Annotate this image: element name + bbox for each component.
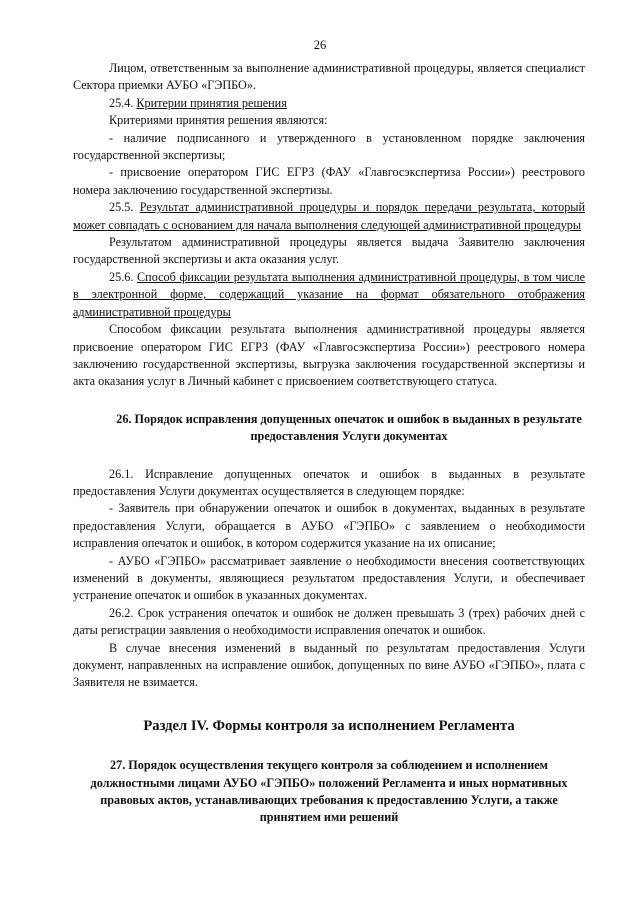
- paragraph-responsible: Лицом, ответственным за выполнение административной процедуры, является специалист Сектора приемки АУБО «ГЭПБО».: [73, 61, 585, 93]
- section-25-6-heading: [73, 269, 585, 321]
- section-25-4-heading: [73, 95, 585, 112]
- paragraph-criteria-intro: Критериями принятия решения являются:: [109, 113, 328, 128]
- section-title: Способ фиксации результата выполнения административной процедуры, в том числе в электронной форме, содержащий указание на формат обязательного отображения административной процедуры: [73, 269, 586, 319]
- paragraph-result: Результатом административной процедуры является выдача Заявителю заключения государственной экспертизы и акта оказания услуг.: [73, 235, 585, 267]
- paragraph-26-1-item-b: - АУБО «ГЭПБО» рассматривает заявление о необходимости внесения соответствующих изменений в документы, являющиеся результатом предоставления Услуги, и обеспечивает устранение опечаток и ошибок в указанных документах.: [73, 553, 585, 603]
- section-26-heading: 26. Порядок исправления допущенных опечаток и ошибок в выданных в результате предоставления Услуги документах: [116, 411, 582, 444]
- section-title: Критерии принятия решения: [136, 95, 287, 110]
- section-25-5-heading: [73, 199, 585, 234]
- paragraph-26-2: 26.2. Срок устранения опечаток и ошибок не должен превышать 3 (трех) рабочих дней с даты регистрации заявления о необходимости исправления опечаток и ошибок.: [73, 605, 585, 638]
- criteria-item-1: - наличие подписанного и утвержденного в установленном порядке заключения государственной экспертизы;: [73, 130, 585, 163]
- section-title: Результат административной процедуры и порядок передачи результата, который может совпадать с основанием для начала выполнения следующей административной процедуры: [73, 200, 586, 232]
- page-body: [73, 60, 585, 827]
- section-number: 25.6.: [109, 269, 138, 284]
- part-4-heading: Раздел IV. Формы контроля за исполнением Регламента: [143, 717, 515, 734]
- paragraph-26-1: 26.1. Исправление допущенных опечаток и ошибок в выданных в результате предоставления Услуги документах осуществляется в следующем порядке:: [73, 466, 585, 498]
- paragraph-changes: В случае внесения изменений в выданный по результатам предоставления Услуги документ, направленных на исправление ошибок, допущенных по вине АУБО «ГЭПБО», плата с Заявителя не взимается.: [73, 640, 585, 690]
- criteria-item-2: - присвоение оператором ГИС ЕГРЗ (ФАУ «Главгосэкспертиза России») реестрового номера заключению государственной экспертизы.: [73, 165, 585, 197]
- section-number: 25.5.: [109, 200, 140, 215]
- paragraph-26-1-item-a: - Заявитель при обнаружении опечаток и ошибок в документах, выданных в результате предоставления Услуги, обращается в АУБО «ГЭПБО» с заявлением о необходимости исправления опечаток и ошибок, в котором содержится указание на их описание;: [73, 501, 585, 551]
- page-number: 26: [313, 38, 327, 52]
- paragraph-fixation: Способом фиксации результата выполнения административной процедуры является присвоение оператором ГИС ЕГРЗ (ФАУ «Главгосэкспертиза России») реестрового номера заключению государственной экспертизы, выгрузка заключения государственной экспертизы и акта оказания услуг в Личный кабинет с присвоением соответствующего статуса.: [73, 322, 585, 389]
- section-27-heading: 27. Порядок осуществления текущего контроля за соблюдением и исполнением должностными лицами АУБО «ГЭПБО» положений Регламента и иных нормативных правовых актов, устанавливающих требования к предоставлению Услуги, а также принятием ими решений: [90, 758, 568, 825]
- section-number: 25.4.: [109, 95, 137, 110]
